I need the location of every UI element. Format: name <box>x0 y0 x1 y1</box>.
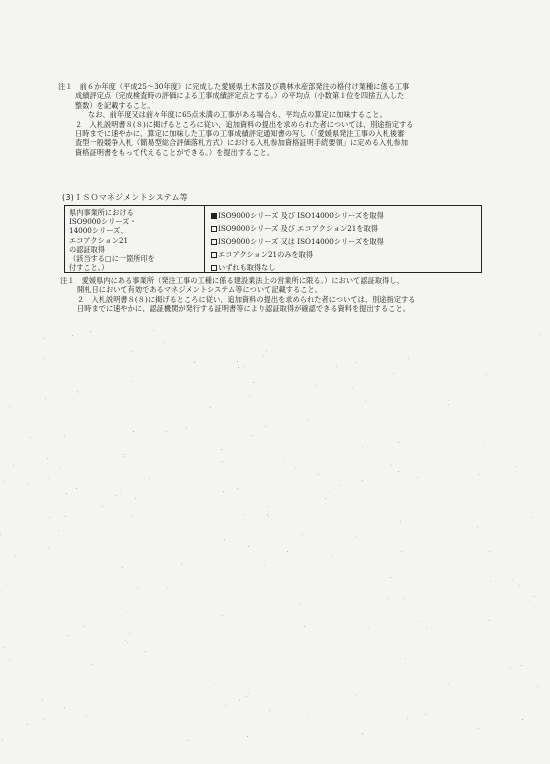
scan-speck <box>299 603 300 604</box>
option-iso9000-and-iso14000[interactable] <box>211 209 475 222</box>
scan-speck <box>237 361 238 362</box>
iso-table <box>64 205 482 273</box>
scan-speck <box>27 724 28 725</box>
note-1-line: 査型一般競争入札（簡易型総合評価落札方式）における入札参加資格証明手続要領」に定める入札参加 <box>75 138 408 148</box>
scan-speck <box>426 627 427 628</box>
note-1-line: 注１ 前６か年度（平成25～30年度）に完成した愛媛県土木部及び農林水産部発注の格付け業種に係る工事 <box>58 82 410 91</box>
scan-speck <box>30 437 31 438</box>
scan-speck <box>135 498 136 499</box>
scan-speck <box>187 740 188 741</box>
scan-speck <box>122 567 123 568</box>
scan-speck <box>425 714 426 715</box>
scan-speck <box>243 514 244 515</box>
scan-speck <box>120 493 121 494</box>
scan-speck <box>49 517 50 518</box>
scan-speck <box>133 431 134 432</box>
scan-speck <box>391 464 392 465</box>
scan-speck <box>251 435 252 436</box>
scan-speck <box>512 580 513 581</box>
scan-speck <box>48 548 49 549</box>
scan-speck <box>407 718 408 719</box>
label-line: 付すこと。） <box>69 263 109 273</box>
option-iso9000-and-ea21[interactable] <box>211 222 475 235</box>
scan-speck <box>362 733 363 734</box>
label-line: 県内事業所における <box>69 208 134 217</box>
scan-speck <box>91 664 92 665</box>
scan-speck <box>125 640 126 641</box>
scan-speck <box>47 458 48 459</box>
scan-speck <box>45 398 46 399</box>
scan-speck <box>519 585 520 586</box>
scan-speck <box>223 491 224 492</box>
scan-speck <box>356 536 357 537</box>
scan-speck <box>224 539 225 540</box>
scan-speck <box>448 684 449 685</box>
option-none[interactable] <box>211 261 475 274</box>
scan-speck <box>325 498 326 499</box>
scan-speck <box>329 491 330 492</box>
note-2-line: 開札日において有効であるマネジメントシステム等について記載すること。 <box>77 285 322 295</box>
note-1-block <box>58 82 478 157</box>
scan-speck <box>401 551 402 552</box>
scan-speck <box>9 660 10 661</box>
scan-speck <box>65 516 66 517</box>
option-label: ISO9000シリーズ 又は ISO14000シリーズを取得 <box>218 237 384 246</box>
scan-speck <box>123 456 124 457</box>
label-line: （該当する□に一箇所印を <box>69 254 155 264</box>
scan-speck <box>534 596 535 597</box>
scan-speck <box>352 387 353 388</box>
scan-speck <box>336 366 337 367</box>
scan-speck <box>307 420 308 421</box>
scan-speck <box>398 471 399 472</box>
scan-speck <box>76 488 77 489</box>
option-label: エコアクション21のみを取得 <box>218 250 314 259</box>
scan-speck <box>9 406 10 407</box>
scan-speck <box>164 342 165 343</box>
scan-speck <box>126 612 127 613</box>
scan-speck <box>537 686 538 687</box>
scan-speck <box>318 474 319 475</box>
scan-speck <box>210 407 211 408</box>
scan-speck <box>248 693 249 694</box>
scan-speck <box>448 404 449 405</box>
note-2-line: ２ 入札説明書８(８)に掲げるところに従い、追加資料の提出を求められた者については、別途指定する <box>77 294 416 304</box>
scan-speck <box>116 495 117 496</box>
scan-speck <box>408 358 409 359</box>
scan-speck <box>44 358 45 359</box>
scan-speck <box>368 627 369 628</box>
scan-speck <box>72 335 73 336</box>
scan-speck <box>316 385 317 386</box>
scan-speck <box>469 604 470 605</box>
option-label: ISO9000シリーズ 及び ISO14000シリーズを取得 <box>218 211 384 220</box>
scan-speck <box>403 598 404 599</box>
scan-speck <box>3 481 4 482</box>
scan-speck <box>243 367 244 368</box>
note-2-line: 日時までに速やかに、認証機関が発行する証明書等により認証取得が確認できる資料を提出すること。 <box>77 304 410 314</box>
note-2-block <box>60 276 416 314</box>
note-2-line: 注１ 愛媛県内にある事業所（発注工事の工種に係る建設業法上の営業所に限る。）において認証取得し、 <box>60 276 404 285</box>
scan-speck <box>304 626 305 627</box>
label-line: 14000シリーズ、 <box>69 226 128 236</box>
scan-speck <box>253 382 254 383</box>
option-ea21-only[interactable] <box>211 248 475 261</box>
option-label: いずれも取得なし <box>218 263 276 272</box>
scan-speck <box>521 665 522 666</box>
scan-speck <box>90 331 91 332</box>
scan-speck <box>477 527 478 528</box>
scan-speck <box>42 699 43 700</box>
scan-speck <box>362 480 363 481</box>
option-label: ISO9000シリーズ 及び エコアクション21を取得 <box>218 224 378 233</box>
scan-speck <box>365 400 366 401</box>
scan-speck <box>287 551 288 552</box>
scan-speck <box>466 515 467 516</box>
section-title: (3)ＩＳＯマネジメントシステム等 <box>62 193 188 202</box>
scan-speck <box>145 651 146 652</box>
scan-speck <box>532 517 533 518</box>
scan-speck <box>124 454 125 455</box>
scan-speck <box>247 736 248 737</box>
scan-speck <box>15 555 16 556</box>
scan-speck <box>181 563 182 564</box>
scan-speck <box>490 581 491 582</box>
scan-speck <box>129 633 130 634</box>
scan-speck <box>186 427 187 428</box>
scan-speck <box>239 700 240 701</box>
scan-speck <box>387 598 388 599</box>
scan-speck <box>284 462 285 463</box>
scan-speck <box>4 647 5 648</box>
scan-speck <box>131 516 132 517</box>
iso-table-label-cell <box>65 206 205 272</box>
scan-speck <box>398 442 399 443</box>
note-1-line: 日時までに速やかに、算定に加味した工事の工事成績評定通知書の写し（「愛媛県発注工事の入札後審 <box>75 129 405 139</box>
scan-speck <box>2 740 3 741</box>
scan-speck <box>269 710 270 711</box>
note-1-line: なお、前年度又は前々年度に65点未満の工事がある場合も、平均点の算定に加味すること。 <box>88 110 387 120</box>
option-iso9000-or-iso14000[interactable] <box>211 235 475 248</box>
scan-speck <box>268 506 269 507</box>
scan-speck <box>510 667 511 668</box>
scan-speck <box>77 391 78 392</box>
scan-speck <box>238 367 239 368</box>
scan-speck <box>267 514 268 515</box>
scan-speck <box>149 478 150 479</box>
scan-speck <box>43 719 44 720</box>
scan-speck <box>64 436 65 437</box>
scan-speck <box>265 426 266 427</box>
note-1-line: ２ 入札説明書８(８)に掲げるところに従い、追加資料の提出を求められた者については、別途指定する <box>75 119 414 129</box>
scan-speck <box>153 330 154 331</box>
scan-speck <box>48 478 49 479</box>
scan-speck <box>73 399 74 400</box>
scan-speck <box>167 588 168 589</box>
scan-speck <box>222 461 223 462</box>
scan-speck <box>166 431 167 432</box>
scan-speck <box>178 341 179 342</box>
scan-speck <box>479 474 480 475</box>
scan-speck <box>248 546 249 547</box>
scan-speck <box>237 488 238 489</box>
scan-speck <box>1 590 2 591</box>
note-1-line: 成績評定点（完成検査時の評価による工事成績評定点とする。）の平均点（小数第１位を四捨五入した <box>75 91 405 101</box>
checkbox[interactable] <box>211 265 217 271</box>
checkbox[interactable] <box>211 213 217 219</box>
scan-speck <box>214 683 215 684</box>
scan-speck <box>400 521 401 522</box>
scan-speck <box>264 565 265 566</box>
scan-speck <box>483 441 484 442</box>
scan-speck <box>355 362 356 363</box>
scan-speck <box>27 484 28 485</box>
scan-speck <box>378 651 379 652</box>
scan-speck <box>331 556 332 557</box>
scan-speck <box>266 351 267 352</box>
scan-speck <box>249 395 250 396</box>
scan-speck <box>478 728 479 729</box>
scan-speck <box>222 615 223 616</box>
checkbox[interactable] <box>211 252 217 258</box>
scan-speck <box>50 537 51 538</box>
scan-speck <box>362 447 363 448</box>
checkbox[interactable] <box>211 226 217 232</box>
scan-speck <box>46 418 47 419</box>
scan-speck <box>534 606 535 607</box>
scan-speck <box>405 658 406 659</box>
scan-speck <box>132 381 133 382</box>
scan-speck <box>302 534 303 535</box>
scan-speck <box>60 467 61 468</box>
scan-speck <box>390 577 391 578</box>
scan-speck <box>448 400 449 401</box>
scan-speck <box>83 626 84 627</box>
scan-speck <box>58 530 59 531</box>
scan-speck <box>225 705 226 706</box>
scan-speck <box>417 477 418 478</box>
scan-speck <box>393 373 394 374</box>
checkbox[interactable] <box>211 239 217 245</box>
scan-speck <box>268 516 269 517</box>
scan-speck <box>68 635 69 636</box>
scan-speck <box>102 506 103 507</box>
scan-speck <box>246 696 247 697</box>
scan-speck <box>131 351 132 352</box>
scan-speck <box>0 534 1 535</box>
scan-speck <box>340 485 341 486</box>
label-line: の認証取得 <box>69 244 105 254</box>
scan-speck <box>221 449 222 450</box>
scan-speck <box>421 621 422 622</box>
scan-speck <box>307 713 308 714</box>
scan-speck <box>539 335 540 336</box>
scan-speck <box>356 695 357 696</box>
scan-speck <box>518 546 519 547</box>
scan-speck <box>522 719 523 720</box>
note-1-line: 整数）を記載すること。 <box>75 100 155 110</box>
label-line: ISO9000シリーズ・ <box>69 217 137 227</box>
scan-speck <box>137 588 138 589</box>
scan-speck <box>263 356 264 357</box>
scan-speck <box>489 551 490 552</box>
iso-options-cell <box>205 206 481 272</box>
scan-speck <box>86 716 87 717</box>
note-1-line: 資格証明書をもって代えることができる。）を提出すること。 <box>75 147 275 157</box>
scan-speck <box>13 465 14 466</box>
scan-speck <box>64 707 65 708</box>
scan-speck <box>515 466 516 467</box>
scan-speck <box>295 468 296 469</box>
scan-speck <box>127 642 128 643</box>
scan-speck <box>66 493 67 494</box>
scan-speck <box>486 374 487 375</box>
label-line: エコアクション21 <box>69 235 129 245</box>
scan-speck <box>44 338 45 339</box>
scan-speck <box>489 620 490 621</box>
scan-speck <box>194 362 195 363</box>
